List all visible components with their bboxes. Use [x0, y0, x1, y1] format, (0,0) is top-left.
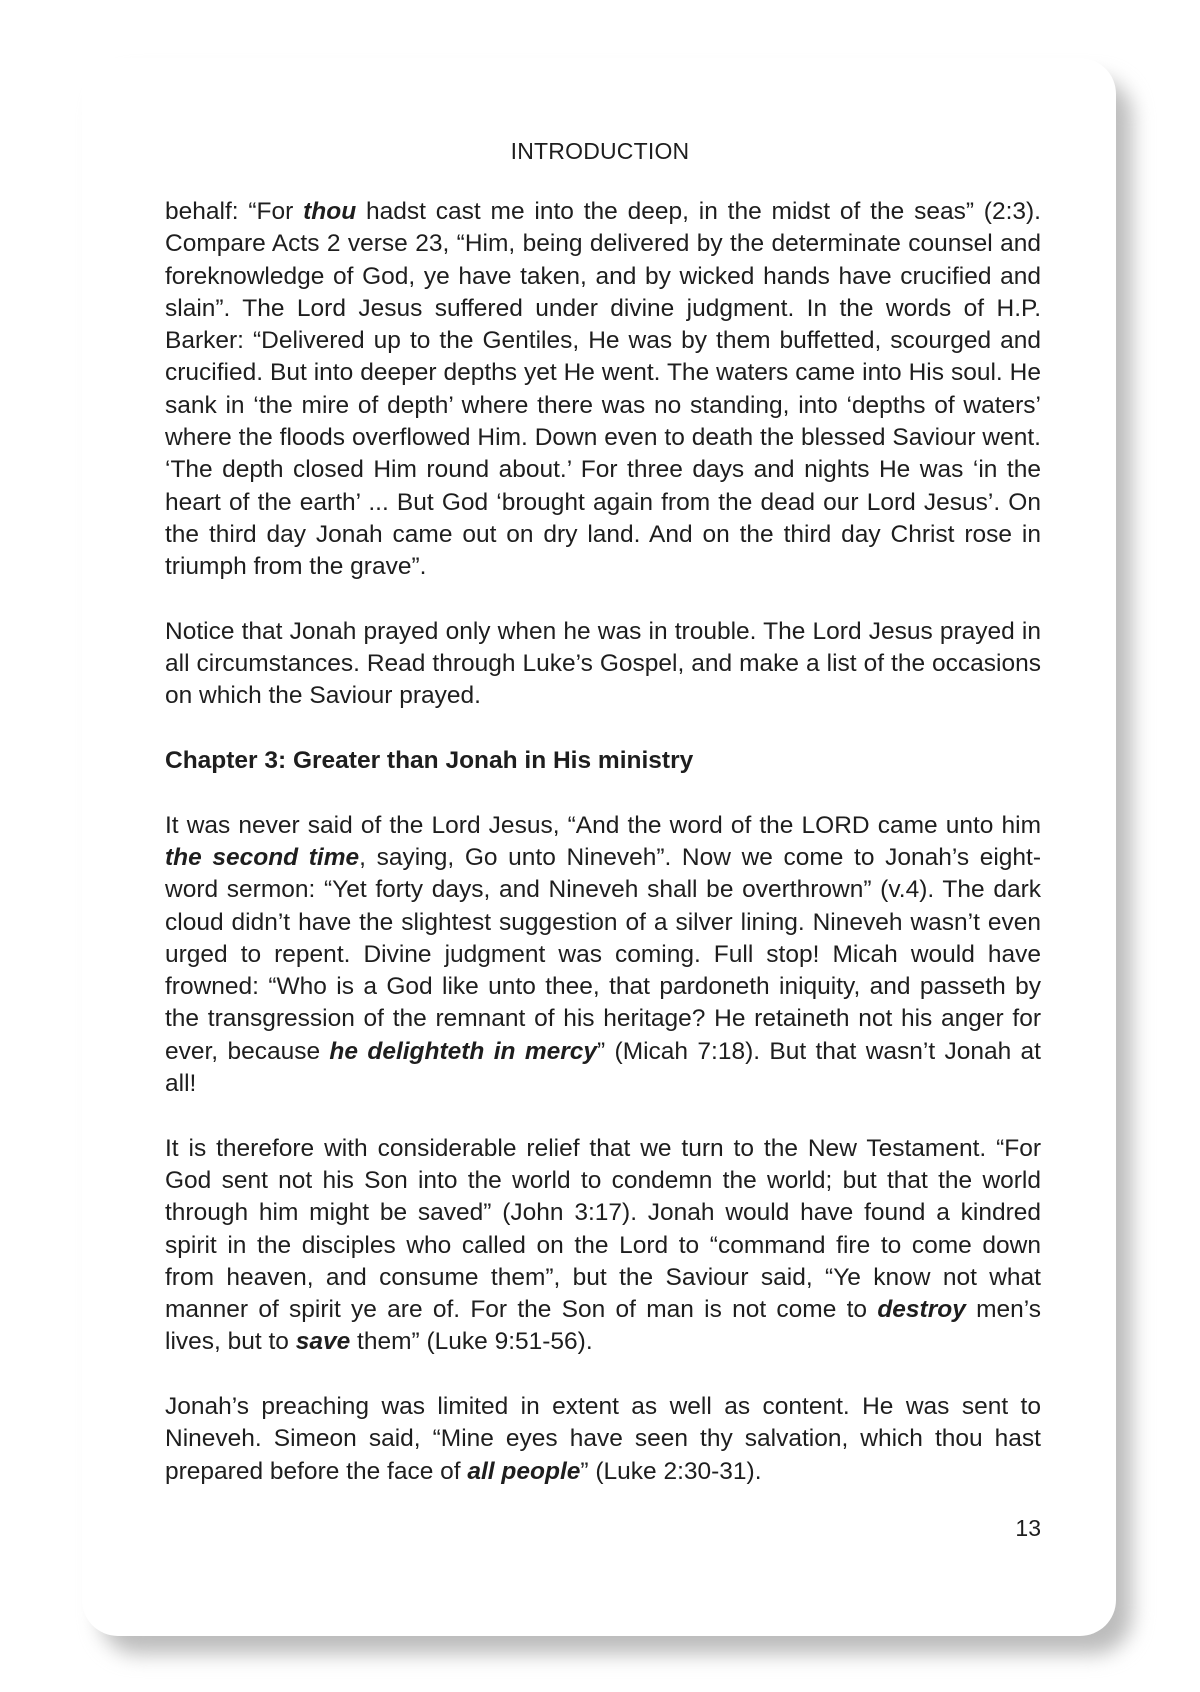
paragraph-5 — [165, 1391, 1041, 1488]
paragraph-3 — [165, 810, 1041, 1101]
paragraph-1 — [165, 196, 1041, 584]
emphasis: all people — [467, 1457, 581, 1485]
page-number: 13 — [1015, 1515, 1041, 1541]
text-run: hadst cast me into the deep, in the midst of the seas” (2:3). Compare Acts 2 verse 23, “Him, being delivered by the determinate counsel and foreknowledge of God, ye have taken, and by wicked hands have crucified and slain”. The Lord Jesus suffered under divine judgment. In the words of H.P. Barker: “Delivered up to the Gentiles, He was by them buffetted, scourged and crucified. But into deeper depths yet He went. The waters came into His soul. He sank in ‘the mire of depth’ where there was no standing, into ‘depths of waters’ where the floods overflowed Him. Down even to death the blessed Saviour went. ‘The depth closed Him round about.’ For three days and nights He was ‘in the heart of the earth’ ... But God ‘brought again from the dead our Lord Jesus’. On the third day Jonah came out on dry land. And on the third day Christ rose in triumph from the grave”. — [165, 198, 1041, 581]
emphasis: he delighteth in mercy — [329, 1037, 598, 1065]
running-head: INTRODUCTION — [510, 138, 690, 164]
text-run: Notice that Jonah prayed only when he was in trouble. The Lord Jesus prayed in all circumstances. Read through Luke’s Gospel, and make a list of the occasions on which the Saviour prayed. — [165, 617, 1041, 710]
page-body — [165, 196, 1041, 1520]
chapter-heading: Chapter 3: Greater than Jonah in His ministry — [165, 747, 694, 775]
paragraph-2 — [165, 616, 1041, 713]
text-run: ” (Micah 7:18). But that wasn’t Jonah at all! — [165, 1037, 1041, 1098]
text-run: , saying, Go unto Nineveh”. Now we come to Jonah’s eight-word sermon: “Yet forty days, and Nineveh shall be overthrown” (v.4). The dark cloud didn’t have the slightest suggestion of a silver lining. Nineveh wasn’t even urged to repent. Divine judgment was coming. Full stop! Micah would have frowned: “Who is a God like unto thee, that pardoneth iniquity, and passeth by the transgression of the remnant of his heritage? He retaineth not his anger for ever, because — [165, 843, 1042, 1065]
emphasis: thou — [303, 198, 357, 225]
text-run: It was never said of the Lord Jesus, “And the word of the LORD came unto him — [165, 811, 1041, 839]
emphasis: the second time — [165, 843, 360, 871]
text-run: It is therefore with considerable relief that we turn to the New Testament. “For God sent not his Son into the world to condemn the world; but that the world through him might be saved” (John 3:17). Jonah would have found a kindred spirit in the disciples who called on the Lord to “command fire to come down from heaven, and consume them”, but the Saviour said, “Ye know not what manner of spirit ye are of. For the Son of man is not come to — [165, 1134, 1041, 1324]
text-run: men’s lives, but to — [165, 1296, 1042, 1356]
emphasis: destroy — [877, 1296, 966, 1324]
text-run: Jonah’s preaching was limited in extent as well as content. He was sent to Nineveh. Simeon said, “Mine eyes have seen thy salvation, which thou hast prepared before the face of — [165, 1392, 1041, 1485]
text-run: ” (Luke 2:30-31). — [580, 1457, 762, 1485]
paragraph-4 — [165, 1133, 1041, 1359]
text-run: behalf: “For — [165, 198, 304, 225]
emphasis: save — [295, 1328, 351, 1356]
text-run: them” (Luke 9:51-56). — [350, 1328, 593, 1356]
